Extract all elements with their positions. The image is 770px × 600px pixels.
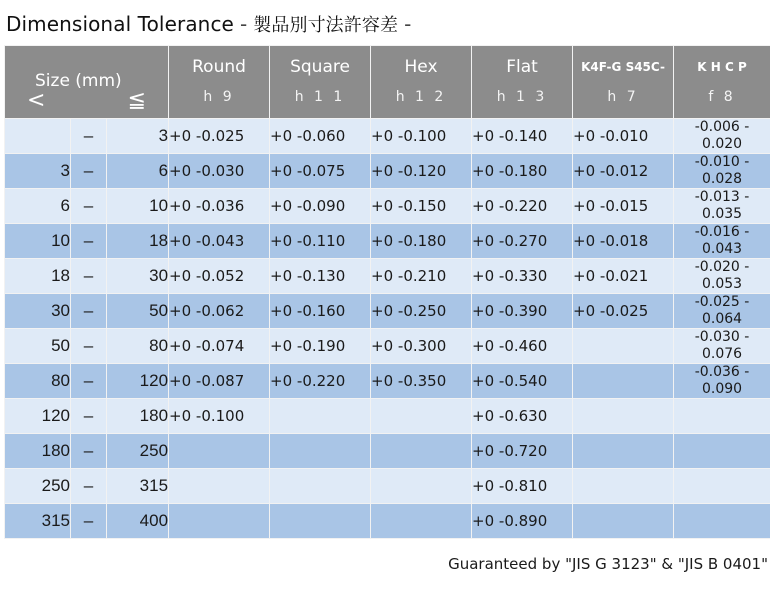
size-from: 250: [5, 469, 71, 504]
size-from: 50: [5, 329, 71, 364]
k4f-cell: +0 -0.025: [573, 294, 674, 329]
square-cell: [270, 504, 371, 539]
size-from: 120: [5, 399, 71, 434]
square-cell: +0 -0.110: [270, 224, 371, 259]
size-dash: –: [71, 259, 107, 294]
square-cell: +0 -0.090: [270, 189, 371, 224]
square-cell: +0 -0.075: [270, 154, 371, 189]
table-row: [5, 504, 770, 539]
table-body: [5, 119, 770, 539]
k4f-cell: +0 -0.012: [573, 154, 674, 189]
title-separator: -: [239, 12, 248, 36]
k4f-cell: [573, 469, 674, 504]
k4f-cell: +0 -0.015: [573, 189, 674, 224]
flat-cell: +0 -0.390: [472, 294, 573, 329]
khcp-lower: 0.090: [701, 381, 743, 397]
size-dash: –: [71, 119, 107, 154]
flat-cell: +0 -0.720: [472, 434, 573, 469]
column-name: K4F-G S45C-: [581, 59, 665, 74]
column-grade: f 8: [708, 88, 736, 105]
size-dash: –: [71, 364, 107, 399]
round-cell: +0 -0.100: [169, 399, 270, 434]
size-dash: –: [71, 224, 107, 259]
square-cell: +0 -0.160: [270, 294, 371, 329]
round-column-header: [169, 46, 270, 119]
flat-cell: +0 -0.330: [472, 259, 573, 294]
size-from: 80: [5, 364, 71, 399]
hex-cell: +0 -0.210: [371, 259, 472, 294]
hex-cell: +0 -0.300: [371, 329, 472, 364]
khcp-upper: -0.030 -: [694, 329, 750, 345]
khcp-upper: -0.010 -: [694, 154, 750, 170]
round-cell: +0 -0.025: [169, 119, 270, 154]
round-cell: +0 -0.043: [169, 224, 270, 259]
size-to: 315: [107, 469, 169, 504]
page-title: [6, 11, 417, 37]
round-cell: +0 -0.052: [169, 259, 270, 294]
column-name: Flat: [506, 56, 538, 77]
flat-cell: +0 -0.140: [472, 119, 573, 154]
size-from: 10: [5, 224, 71, 259]
size-from: 30: [5, 294, 71, 329]
flat-cell: +0 -0.810: [472, 469, 573, 504]
table-row: [5, 224, 770, 259]
round-cell: +0 -0.062: [169, 294, 270, 329]
khcp-cell: [674, 399, 770, 434]
hex-cell: [371, 504, 472, 539]
size-dash: –: [71, 469, 107, 504]
size-to: 80: [107, 329, 169, 364]
size-from: [5, 119, 71, 154]
column-name: Hex: [404, 56, 438, 77]
table-row: [5, 294, 770, 329]
hex-cell: +0 -0.180: [371, 224, 472, 259]
title-trailing: -: [404, 12, 412, 36]
size-lt-symbol: <: [27, 88, 46, 113]
k4f-column-header: [573, 46, 674, 119]
khcp-cell: [674, 294, 770, 329]
khcp-cell: [674, 469, 770, 504]
flat-column-header: [472, 46, 573, 119]
tolerance-table: [4, 45, 770, 539]
hex-column-header: [371, 46, 472, 119]
table-row: [5, 119, 770, 154]
khcp-upper: -0.013 -: [694, 189, 750, 205]
size-to: 10: [107, 189, 169, 224]
table-row: [5, 469, 770, 504]
column-name: K H C P: [697, 59, 747, 74]
khcp-cell: [674, 364, 770, 399]
khcp-cell: [674, 224, 770, 259]
round-cell: +0 -0.087: [169, 364, 270, 399]
size-to: 18: [107, 224, 169, 259]
round-cell: [169, 504, 270, 539]
khcp-cell: [674, 189, 770, 224]
k4f-cell: [573, 399, 674, 434]
size-dash: –: [71, 154, 107, 189]
column-grade: h 9: [203, 88, 235, 105]
size-dash: –: [71, 294, 107, 329]
round-cell: [169, 434, 270, 469]
khcp-cell: [674, 504, 770, 539]
table-row: [5, 434, 770, 469]
khcp-cell: [674, 434, 770, 469]
hex-cell: [371, 399, 472, 434]
k4f-cell: +0 -0.021: [573, 259, 674, 294]
size-dash: –: [71, 504, 107, 539]
size-from: 315: [5, 504, 71, 539]
size-column-header: [5, 46, 169, 119]
khcp-cell: [674, 259, 770, 294]
khcp-column-header: [674, 46, 770, 119]
hex-cell: [371, 469, 472, 504]
k4f-cell: [573, 364, 674, 399]
flat-cell: +0 -0.630: [472, 399, 573, 434]
khcp-lower: 0.076: [701, 346, 743, 362]
square-cell: [270, 399, 371, 434]
round-cell: +0 -0.074: [169, 329, 270, 364]
khcp-lower: 0.035: [701, 206, 743, 222]
size-from: 180: [5, 434, 71, 469]
size-to: 3: [107, 119, 169, 154]
title-main: Dimensional Tolerance: [6, 12, 234, 36]
square-cell: +0 -0.220: [270, 364, 371, 399]
khcp-cell: [674, 329, 770, 364]
k4f-cell: [573, 329, 674, 364]
hex-cell: +0 -0.350: [371, 364, 472, 399]
size-to: 400: [107, 504, 169, 539]
k4f-cell: +0 -0.018: [573, 224, 674, 259]
k4f-cell: [573, 434, 674, 469]
khcp-lower: 0.020: [701, 136, 743, 152]
hex-cell: +0 -0.100: [371, 119, 472, 154]
size-to: 50: [107, 294, 169, 329]
size-to: 250: [107, 434, 169, 469]
size-dash: –: [71, 434, 107, 469]
khcp-upper: -0.025 -: [694, 294, 750, 310]
size-le-symbol: ≦: [127, 88, 147, 113]
column-name: Square: [290, 56, 350, 77]
size-to: 6: [107, 154, 169, 189]
flat-cell: +0 -0.270: [472, 224, 573, 259]
table-row: [5, 399, 770, 434]
size-to: 30: [107, 259, 169, 294]
size-to: 180: [107, 399, 169, 434]
size-to: 120: [107, 364, 169, 399]
footer-note: Guaranteed by "JIS G 3123" & "JIS B 0401": [448, 555, 768, 573]
square-cell: +0 -0.060: [270, 119, 371, 154]
square-cell: [270, 434, 371, 469]
flat-cell: +0 -0.460: [472, 329, 573, 364]
column-grade: h 1 3: [496, 88, 548, 105]
table-row: [5, 189, 770, 224]
hex-cell: +0 -0.120: [371, 154, 472, 189]
khcp-cell: [674, 154, 770, 189]
square-cell: [270, 469, 371, 504]
table-row: [5, 329, 770, 364]
square-cell: +0 -0.130: [270, 259, 371, 294]
table-header-row: [5, 46, 770, 119]
square-cell: +0 -0.190: [270, 329, 371, 364]
khcp-lower: 0.064: [701, 311, 743, 327]
size-from: 3: [5, 154, 71, 189]
table-row: [5, 364, 770, 399]
column-grade: h 1 1: [294, 88, 346, 105]
k4f-cell: [573, 504, 674, 539]
size-from: 18: [5, 259, 71, 294]
khcp-cell: [674, 119, 770, 154]
table-row: [5, 154, 770, 189]
flat-cell: +0 -0.220: [472, 189, 573, 224]
round-cell: +0 -0.030: [169, 154, 270, 189]
size-from: 6: [5, 189, 71, 224]
khcp-lower: 0.053: [701, 276, 743, 292]
title-japanese: 製品別寸法許容差: [253, 15, 399, 36]
size-dash: –: [71, 329, 107, 364]
column-grade: h 1 2: [395, 88, 447, 105]
column-grade: h 7: [607, 88, 639, 105]
hex-cell: [371, 434, 472, 469]
khcp-upper: -0.016 -: [694, 224, 750, 240]
hex-cell: +0 -0.250: [371, 294, 472, 329]
round-cell: [169, 469, 270, 504]
size-dash: –: [71, 399, 107, 434]
khcp-lower: 0.028: [701, 171, 743, 187]
khcp-upper: -0.036 -: [694, 364, 750, 380]
flat-cell: +0 -0.540: [472, 364, 573, 399]
column-name: Round: [192, 56, 246, 77]
round-cell: +0 -0.036: [169, 189, 270, 224]
hex-cell: +0 -0.150: [371, 189, 472, 224]
square-column-header: [270, 46, 371, 119]
khcp-upper: -0.020 -: [694, 259, 750, 275]
khcp-upper: -0.006 -: [694, 119, 750, 135]
table-row: [5, 259, 770, 294]
khcp-lower: 0.043: [701, 241, 743, 257]
size-dash: –: [71, 189, 107, 224]
flat-cell: +0 -0.890: [472, 504, 573, 539]
k4f-cell: +0 -0.010: [573, 119, 674, 154]
flat-cell: +0 -0.180: [472, 154, 573, 189]
size-header-label: Size (mm): [35, 71, 122, 91]
